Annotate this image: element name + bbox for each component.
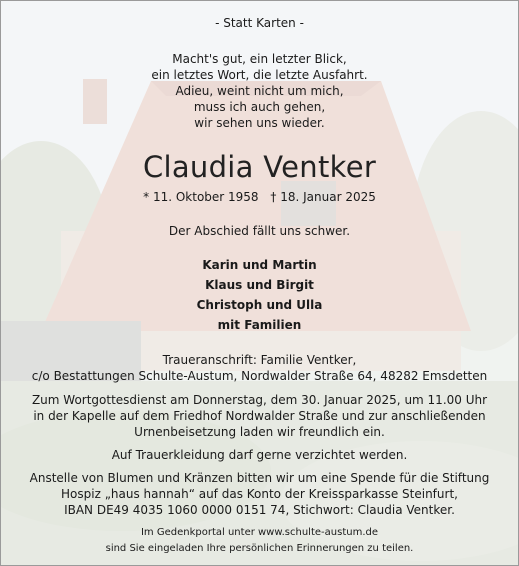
life-dates <box>1 189 518 205</box>
poem-line: Macht's gut, ein letzter Blick, <box>172 52 347 66</box>
poem-line: Adieu, weint nicht um mich, <box>175 84 344 98</box>
farewell-text: Der Abschied fällt uns schwer. <box>168 224 351 238</box>
donation-line: IBAN DE49 4035 1060 0000 0151 74, Stichwort: Claudia Ventker. <box>64 503 455 517</box>
donation-line: Hospiz „haus hannah“ auf das Konto der Kreissparkasse Steinfurt, <box>61 487 458 501</box>
service-line: in der Kapelle auf dem Friedhof Nordwalder Straße und zur anschließenden <box>33 409 486 423</box>
mourner-name: mit Familien <box>217 318 302 332</box>
death-date: † 18. Januar 2025 <box>270 190 376 204</box>
poem-line: wir sehen uns wieder. <box>194 116 325 130</box>
service-line: Zum Wortgottesdienst am Donnerstag, dem 30. Januar 2025, um 11.00 Uhr <box>31 393 488 407</box>
poem-line: ein letztes Wort, die letzte Ausfahrt. <box>151 68 368 82</box>
birth-date: * 11. Oktober 1958 <box>143 190 259 204</box>
deceased-name: Claudia Ventker <box>142 150 377 184</box>
portal-line: sind Sie eingeladen Ihre persönlichen Erinnerungen zu teilen. <box>105 543 414 554</box>
mourner-name: Christoph und Ulla <box>196 298 323 312</box>
service-line: Urnenbeisetzung laden wir freundlich ein. <box>134 425 385 439</box>
attire-note: Auf Trauerkleidung darf gerne verzichtet werden. <box>111 448 408 462</box>
portal-line: Im Gedenkportal unter www.schulte-austum.de <box>140 527 379 538</box>
address-line: c/o Bestattungen Schulte-Austum, Nordwalder Straße 64, 48282 Emsdetten <box>31 369 488 383</box>
obituary-text <box>1 1 518 565</box>
mourner-name: Karin und Martin <box>202 258 317 272</box>
poem-line: muss ich auch gehen, <box>193 100 326 114</box>
mourner-name: Klaus und Birgit <box>205 278 314 292</box>
address-line: Traueranschrift: Familie Ventker, <box>162 353 357 367</box>
donation-line: Anstelle von Blumen und Kränzen bitten wir um eine Spende für die Stiftung <box>29 471 490 485</box>
header-statt-karten: - Statt Karten - <box>215 16 304 30</box>
